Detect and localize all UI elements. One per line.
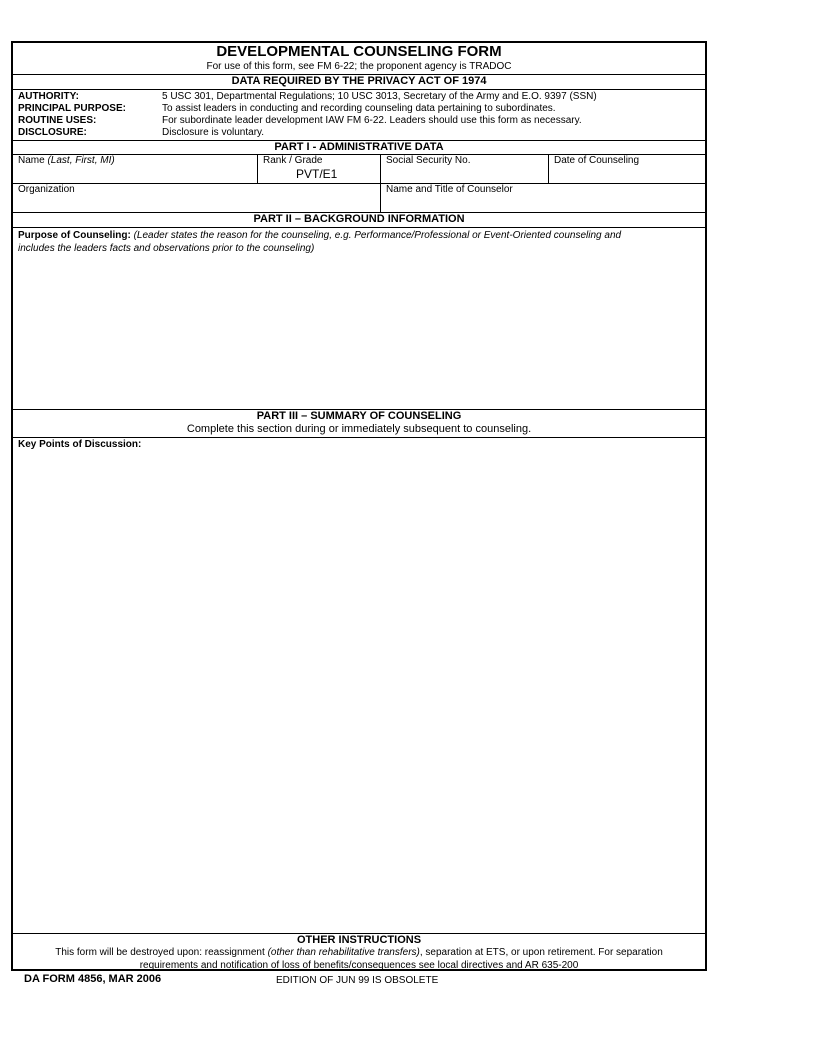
edition-note: EDITION OF JUN 99 IS OBSOLETE	[276, 975, 439, 986]
privacy-act-heading: DATA REQUIRED BY THE PRIVACY ACT OF 1974	[231, 75, 487, 87]
form-subtitle: For use of this form, see FM 6-22; the proponent agency is TRADOC	[206, 61, 512, 72]
authority-label: AUTHORITY:	[18, 91, 79, 102]
disclosure-text: Disclosure is voluntary.	[162, 127, 265, 138]
form-number: DA FORM 4856, MAR 2006	[24, 973, 162, 985]
purpose-hint-continued: includes the leaders facts and observations prior to the counseling)	[18, 243, 315, 254]
authority-text: 5 USC 301, Departmental Regulations; 10 USC 3013, Secretary of the Army and E.O. 9397 (SSN)	[162, 91, 597, 102]
key-points-label: Key Points of Discussion:	[18, 439, 142, 450]
organization-label: Organization	[18, 184, 75, 195]
rank-grade-value[interactable]: PVT/E1	[296, 167, 338, 181]
name-label: Name	[18, 155, 45, 166]
key-points-area[interactable]	[17, 453, 701, 931]
form-title: DEVELOPMENTAL COUNSELING FORM	[216, 43, 502, 60]
name-hint: (Last, First, MI)	[47, 155, 115, 166]
ssn-label: Social Security No.	[386, 155, 471, 166]
purpose-hint: (Leader states the reason for the counseling, e.g. Performance/Professional or Event-Oriented counseling and	[133, 230, 622, 241]
divider	[13, 437, 705, 438]
purpose-label: Purpose of Counseling:	[18, 230, 131, 241]
principal-purpose-text: To assist leaders in conducting and recording counseling data pertaining to subordinates.	[162, 103, 556, 114]
divider	[13, 183, 705, 184]
part3-instruction: Complete this section during or immediately subsequent to counseling.	[186, 423, 532, 435]
other-instructions-heading: OTHER INSTRUCTIONS	[296, 934, 422, 946]
counseling-form	[11, 41, 707, 971]
routine-uses-text: For subordinate leader development IAW FM 6-22. Leaders should use this form as necessary.	[162, 115, 582, 126]
rank-grade-label: Rank / Grade	[263, 155, 323, 166]
other-instructions-line1: This form will be destroyed upon: reassignment (other than rehabilitative transfers), separation at ETS, or upon retirement. For separation	[55, 947, 663, 958]
part3-heading: PART III – SUMMARY OF COUNSELING	[256, 410, 462, 422]
routine-uses-label: ROUTINE USES:	[18, 115, 97, 126]
counselor-label: Name and Title of Counselor	[386, 184, 513, 195]
divider	[13, 89, 705, 90]
part1-heading: PART I - ADMINISTRATIVE DATA	[274, 141, 444, 153]
part2-heading: PART II – BACKGROUND INFORMATION	[253, 213, 465, 225]
date-of-counseling-label: Date of Counseling	[554, 155, 640, 166]
purpose-of-counseling-field[interactable]	[18, 230, 621, 242]
disclosure-label: DISCLOSURE:	[18, 127, 87, 138]
name-field[interactable]	[18, 155, 115, 167]
other-instructions-line2: requirements and notification of loss of benefits/consequences see local directives and AR 635-200	[139, 960, 579, 971]
principal-purpose-label: PRINCIPAL PURPOSE:	[18, 103, 126, 114]
divider	[13, 227, 705, 228]
